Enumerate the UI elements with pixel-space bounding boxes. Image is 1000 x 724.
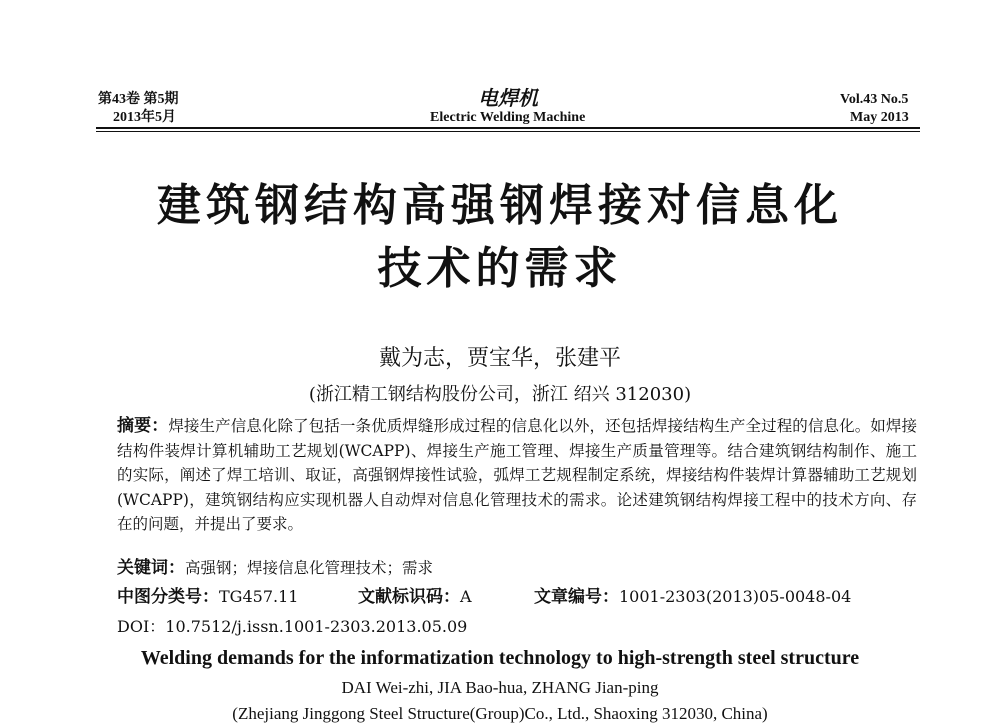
english-authors: DAI Wei-zhi, JIA Bao-hua, ZHANG Jian-ping [341,678,659,697]
keywords-text: 高强钢；焊接信息化管理技术；需求 [185,559,434,577]
english-affiliation: (Zhejiang Jinggong Steel Structure(Group)Co., Ltd., Shaoxing 312030, China) [232,704,768,723]
document-code [358,582,472,607]
abstract [117,414,917,537]
header-rule [96,127,920,129]
keywords [117,553,433,578]
article-number [534,582,851,607]
journal-logo-cn: 电焊机 [478,86,538,110]
journal-name-en: Electric Welding Machine [430,110,586,125]
english-title: Welding demands for the informatization technology to high-strength steel structure [140,647,860,669]
volume-issue-en: Vol.43 No.5 [840,92,909,107]
doc-code-label: 文献标识码： [358,587,460,607]
abstract-text: 焊接生产信息化除了包括一条优质焊缝形成过程的信息化以外，还包括焊接结构生产全过程的信息化。如焊接结构件装焊计算机辅助工艺规划(WCAPP)、焊接生产施工管理、焊接生产质量管理等。结合建筑钢结构制作、施工的实际，阐述了焊工培训、取证，高强钢焊接性试验，弧焊工艺规程制定系统，焊接结构件装焊计算器辅助工艺规划(WCAPP)，建筑钢结构应实现机器人自动焊对信息化管理技术的需求。论述建筑钢结构焊接工程中的技术方向、存在的问题，并提出了要求。 [117,417,918,533]
doi-label: DOI： [117,617,166,636]
volume-issue-cn: 第43卷 第5期 [98,92,179,107]
clc-value: TG457.11 [219,587,299,606]
doi [117,614,467,637]
date-cn: 2013年5月 [113,110,176,125]
clc-number [117,582,298,607]
doc-code-value: A [460,587,472,606]
article-no-value: 1001-2303(2013)05-0048-04 [619,587,852,606]
title-line-1: 建筑钢结构高强钢焊接对信息化 [157,180,843,231]
title-line-2: 技术的需求 [377,243,623,294]
keywords-label: 关键词： [117,558,185,578]
doi-value: 10.7512/j.issn.1001-2303.2013.05.09 [165,617,468,636]
article-no-label: 文章编号： [534,587,619,607]
date-en: May 2013 [850,110,909,125]
authors-cn: 戴为志，贾宝华，张建平 [378,346,621,371]
clc-label: 中图分类号： [117,587,219,607]
header-rule-thin [96,131,920,132]
abstract-label: 摘要： [117,416,169,436]
affiliation-cn: (浙江精工钢结构股份公司，浙江 绍兴 312030) [308,384,692,405]
